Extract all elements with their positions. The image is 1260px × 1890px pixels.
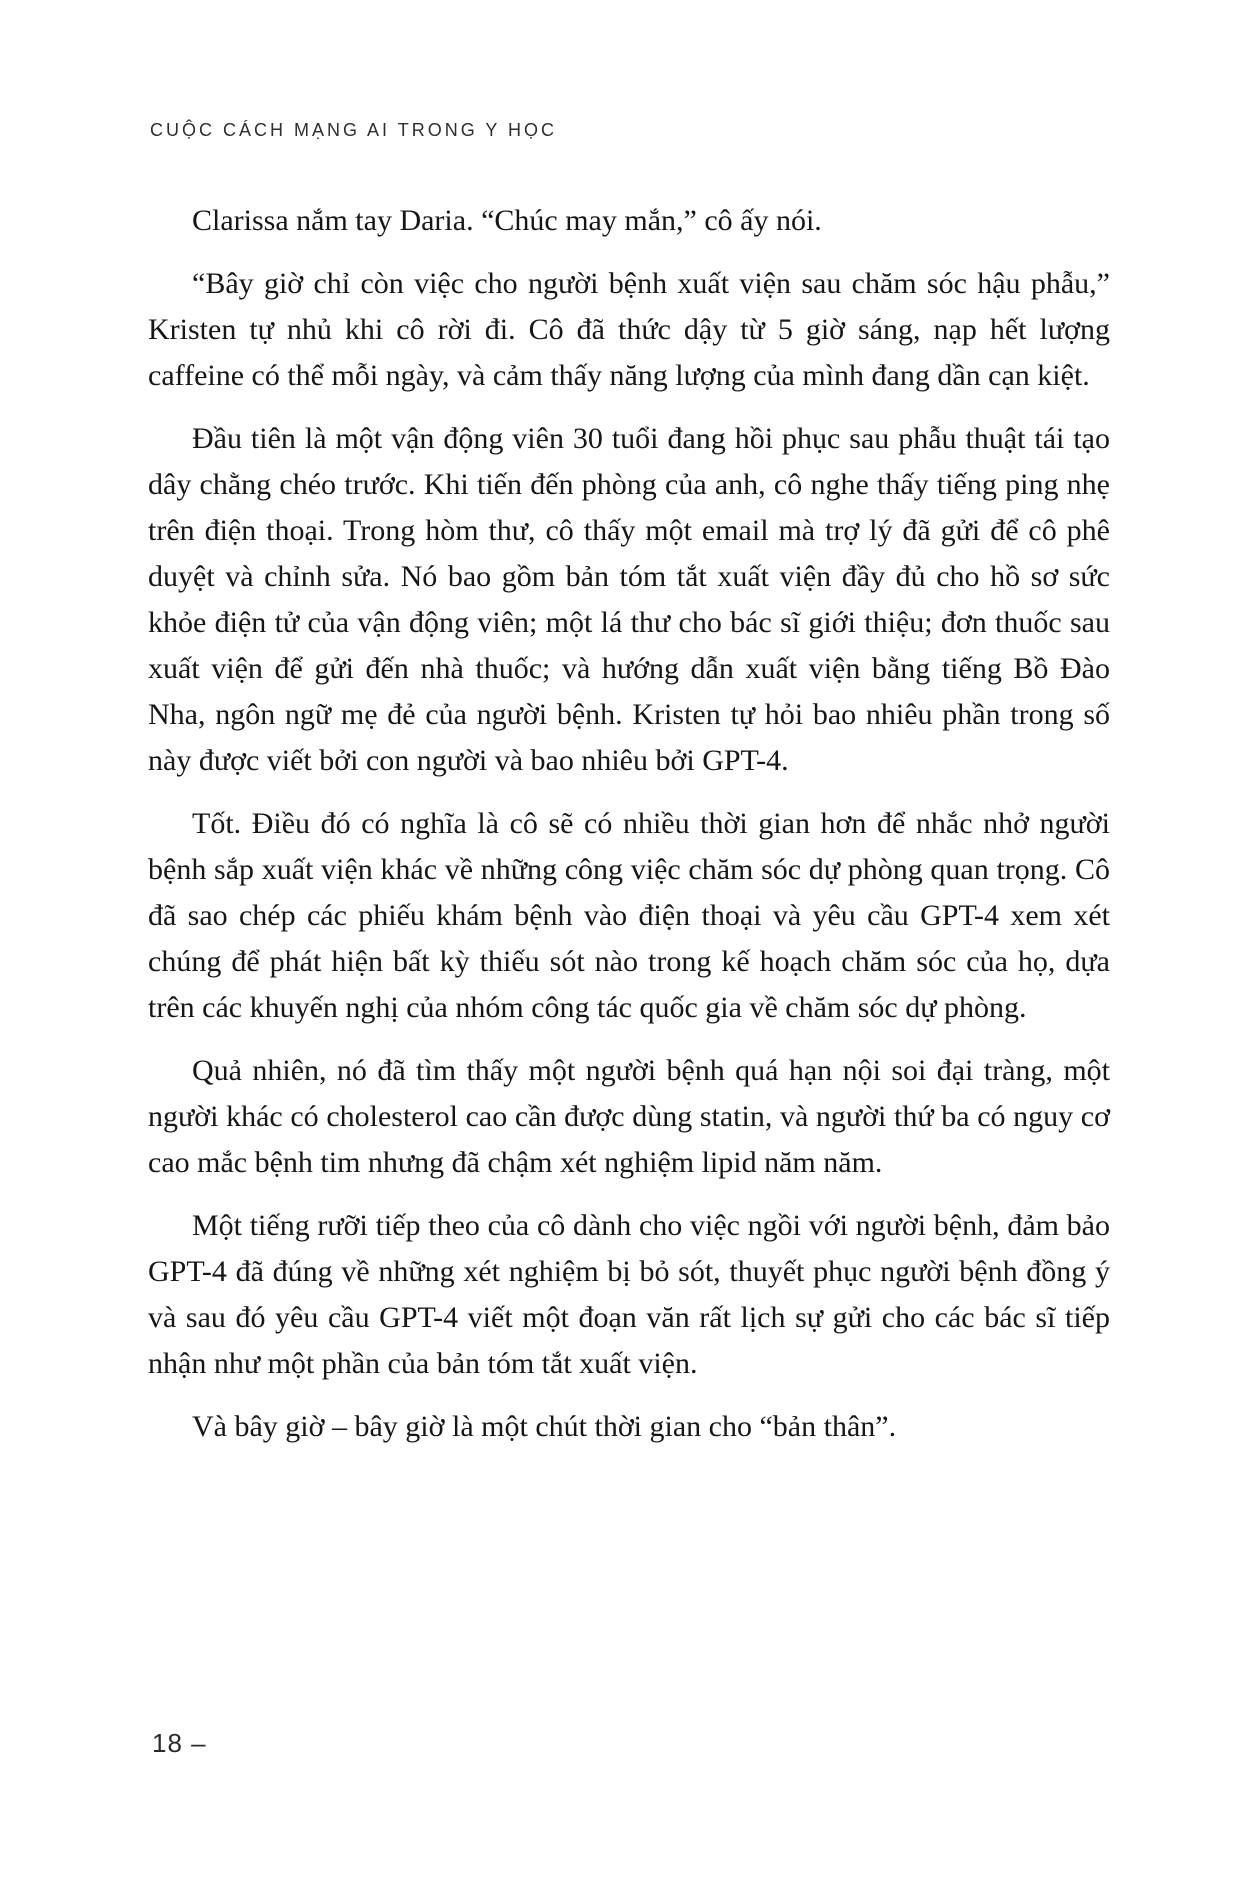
paragraph-2: “Bây giờ chỉ còn việc cho người bệnh xuất viện sau chăm sóc hậu phẫu,” Kristen tự nhủ khi cô rời đi. Cô đã thức dậy từ 5 giờ sáng, nạp hết lượng caffeine có thể mỗi ngày, và cảm thấy năng lượng của mình đang dần cạn kiệt. <box>148 267 1110 392</box>
paragraph-5: Quả nhiên, nó đã tìm thấy một người bệnh quá hạn nội soi đại tràng, một người khác có cholesterol cao cần được dùng statin, và người thứ ba có nguy cơ cao mắc bệnh tim nhưng đã chậm xét nghiệm lipid năm năm. <box>148 1054 1110 1179</box>
paragraph-1: Clarissa nắm tay Daria. “Chúc may mắn,” cô ấy nói. <box>192 204 822 237</box>
paragraph-7: Và bây giờ – bây giờ là một chút thời gian cho “bản thân”. <box>192 1410 897 1443</box>
running-header: CUỘC CÁCH MẠNG AI TRONG Y HỌC <box>150 120 558 140</box>
paragraph-4: Tốt. Điều đó có nghĩa là cô sẽ có nhiều thời gian hơn để nhắc nhở người bệnh sắp xuất viện khác về những công việc chăm sóc dự phòng quan trọng. Cô đã sao chép các phiếu khám bệnh vào điện thoại và yêu cầu GPT-4 xem xét chúng để phát hiện bất kỳ thiếu sót nào trong kế hoạch chăm sóc của họ, dựa trên các khuyến nghị của nhóm công tác quốc gia về chăm sóc dự phòng. <box>148 807 1110 1024</box>
page-number: 18 – <box>152 1728 207 1758</box>
page-body <box>148 198 1110 1467</box>
paragraph-6: Một tiếng rưỡi tiếp theo của cô dành cho việc ngồi với người bệnh, đảm bảo GPT-4 đã đúng về những xét nghiệm bị bỏ sót, thuyết phục người bệnh đồng ý và sau đó yêu cầu GPT-4 viết một đoạn văn rất lịch sự gửi cho các bác sĩ tiếp nhận như một phần của bản tóm tắt xuất viện. <box>148 1209 1110 1380</box>
paragraph-3: Đầu tiên là một vận động viên 30 tuổi đang hồi phục sau phẫu thuật tái tạo dây chằng chéo trước. Khi tiến đến phòng của anh, cô nghe thấy tiếng ping nhẹ trên điện thoại. Trong hòm thư, cô thấy một email mà trợ lý đã gửi để cô phê duyệt và chỉnh sửa. Nó bao gồm bản tóm tắt xuất viện đầy đủ cho hồ sơ sức khỏe điện tử của vận động viên; một lá thư cho bác sĩ giới thiệu; đơn thuốc sau xuất viện để gửi đến nhà thuốc; và hướng dẫn xuất viện bằng tiếng Bồ Đào Nha, ngôn ngữ mẹ đẻ của người bệnh. Kristen tự hỏi bao nhiêu phần trong số này được viết bởi con người và bao nhiêu bởi GPT-4. <box>148 422 1110 777</box>
